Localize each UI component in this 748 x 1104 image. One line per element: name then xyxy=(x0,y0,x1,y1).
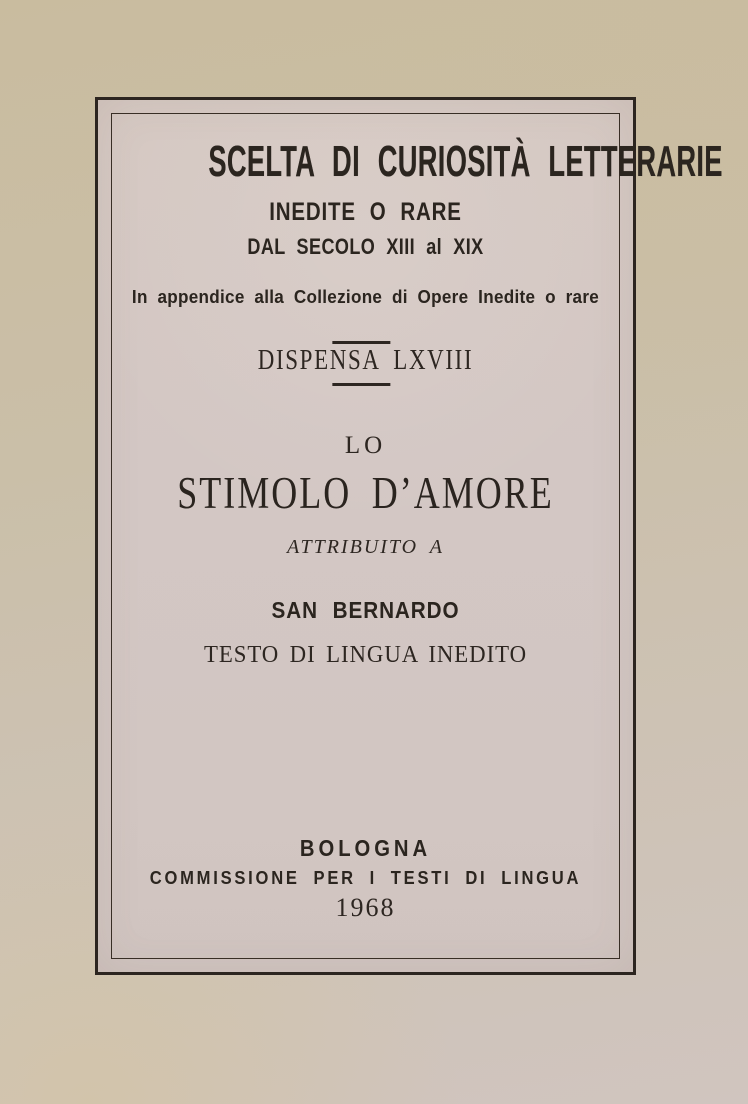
series-subtitle: INEDITE O RARE xyxy=(269,198,462,226)
work-title-article: LO xyxy=(344,432,387,459)
title-page-outer-frame xyxy=(95,97,723,975)
imprint-place: BOLOGNA xyxy=(299,835,432,861)
series-title: SCELTA DI CURIOSITÀ LETTERARIE xyxy=(208,137,723,186)
divider-rule-above-issue xyxy=(332,341,390,344)
author-name: SAN BERNARDO xyxy=(271,597,460,623)
series-appendix-note: In appendice alla Collezione di Opere Inedite o rare xyxy=(131,287,600,307)
divider-rule-below-issue xyxy=(332,383,390,386)
imprint-year: 1968 xyxy=(335,893,396,922)
attribution-label: ATTRIBUITO A xyxy=(287,536,444,558)
work-title: STIMOLO D’AMORE xyxy=(177,468,554,518)
imprint-publisher: COMMISSIONE PER I TESTI DI LINGUA xyxy=(149,868,582,888)
title-page-inner-frame xyxy=(111,113,723,959)
series-issue-number: DISPENSA LXVIII xyxy=(257,345,474,376)
edition-note: TESTO DI LINGUA INEDITO xyxy=(203,642,528,668)
series-period: DAL SECOLO XIII al XIX xyxy=(247,234,484,259)
